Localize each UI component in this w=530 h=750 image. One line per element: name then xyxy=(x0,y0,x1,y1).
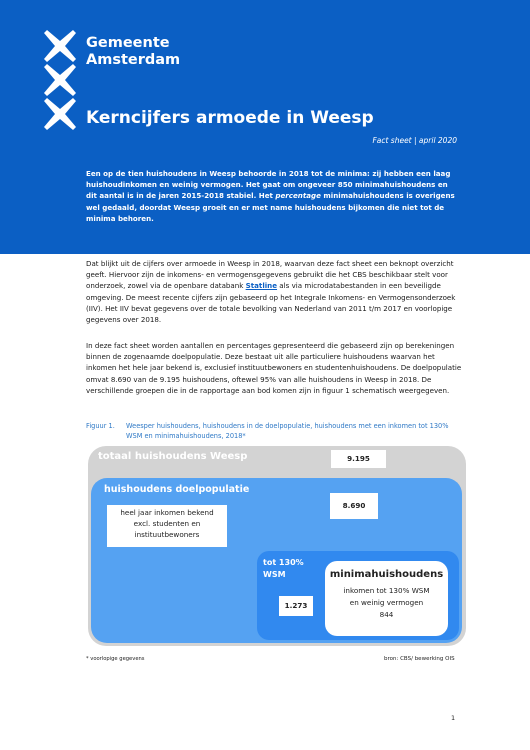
total-households-value: 9.195 xyxy=(331,450,386,468)
wsm-130-line1: tot 130% xyxy=(263,558,304,567)
intro-text-b: minimahuishoudens is overigens wel gedaald, doordat Weesp groeit en er met name huishoudens bijkomen die niet tot de minima behoren. xyxy=(86,191,455,223)
source-note: bron: CBS/ bewerking OIS xyxy=(384,656,455,662)
minima-line2: en weinig vermogen xyxy=(349,598,424,607)
minima-title: minimahuishoudens xyxy=(329,569,444,580)
logo-line-amsterdam: Amsterdam xyxy=(86,52,181,68)
header-banner xyxy=(0,0,530,254)
target-population-label: huishoudens doelpopulatie xyxy=(104,484,250,495)
target-population-value: 8.690 xyxy=(330,493,378,519)
minima-households-box xyxy=(325,561,448,636)
intro-emphasis: percentage xyxy=(275,191,321,201)
minima-line1: inkomen tot 130% WSM xyxy=(343,586,430,595)
p1-text-a: Dat blijkt uit de cijfers over armoede in Weesp in 2018, waarvan deze fact sheet een beknopt overzicht geeft. Hiervoor zijn de inkomens- en vermogensgegevens gebruikt die het CBS beschikbaar stelt voor onderzoek, zowel via de openbare databank xyxy=(86,259,454,291)
intro-text-a: Een op de tien huishoudens in Weesp behoorde in 2018 tot de minima: zij hebben een laag huishoudinkomen en weinig vermogen. Het gaat om ongeveer 850 minimahuishoudens en dit aantal is in de jaren 2015-2018 stabiel. Het xyxy=(86,169,451,201)
total-households-label: totaal huishoudens Weesp xyxy=(98,451,248,462)
wsm-130-value: 1.273 xyxy=(279,596,313,616)
minima-value: 844 xyxy=(379,610,394,619)
minima-description xyxy=(325,585,448,621)
intro-paragraph xyxy=(86,168,461,224)
figure-caption-line2: WSM en minimahuishoudens, 2018* xyxy=(126,432,246,440)
logo-line-gemeente: Gemeente xyxy=(86,35,170,51)
p1-text-b: als via microdatabestanden in een beveiligde omgeving. De meest recente cijfers zijn gebaseerd op het Integrale Inkomens- en Vermogensonderzoek (IIV). Het IIV bevat gegevens over de totale bevolking van Nederland van 2011 t/m 2017 en voorlopige gegevens over 2018. xyxy=(86,281,456,325)
page-title: Kerncijfers armoede in Weesp xyxy=(86,108,374,128)
wsm-130-label xyxy=(263,557,313,581)
body-paragraph-1 xyxy=(86,258,462,325)
andreas-cross-logo-icon xyxy=(44,30,76,130)
income-known-line2: excl. studenten en xyxy=(133,519,201,528)
logo-text xyxy=(86,35,180,69)
fact-sheet-date: Fact sheet | april 2020 xyxy=(372,136,457,145)
income-known-line3: instituutbewoners xyxy=(134,530,200,539)
statline-link[interactable]: Statline xyxy=(245,281,278,291)
page-number: 1 xyxy=(451,714,456,722)
figure-caption-label: Figuur 1. xyxy=(86,422,115,430)
wsm-130-line2: WSM xyxy=(263,570,286,579)
body-paragraph-2: In deze fact sheet worden aantallen en percentages gepresenteerd die gebaseerd zijn op berekeningen binnen de zogenaamde doelpopulatie. Deze bestaat uit alle particuliere huishoudens waarvan het inkomen het hele jaar bekend is, exclusief instituutbewoners en studentenhuishoudens. De doelpopulatie omvat 8.690 van de 9.195 huishoudens, oftewel 95% van alle huishoudens in Weesp in 2018. De verschillende groepen die in de rapportage aan bod komen zijn in figuur 1 schematisch weergegeven. xyxy=(86,341,462,395)
footnote-preliminary: * voorlopige gegevens xyxy=(86,656,145,662)
income-known-note xyxy=(107,505,227,547)
figure-caption-line1: Weesper huishoudens, huishoudens in de doelpopulatie, huishoudens met een inkomen tot 130% xyxy=(126,422,449,430)
figure-caption xyxy=(86,421,462,441)
income-known-line1: heel jaar inkomen bekend xyxy=(120,508,214,517)
